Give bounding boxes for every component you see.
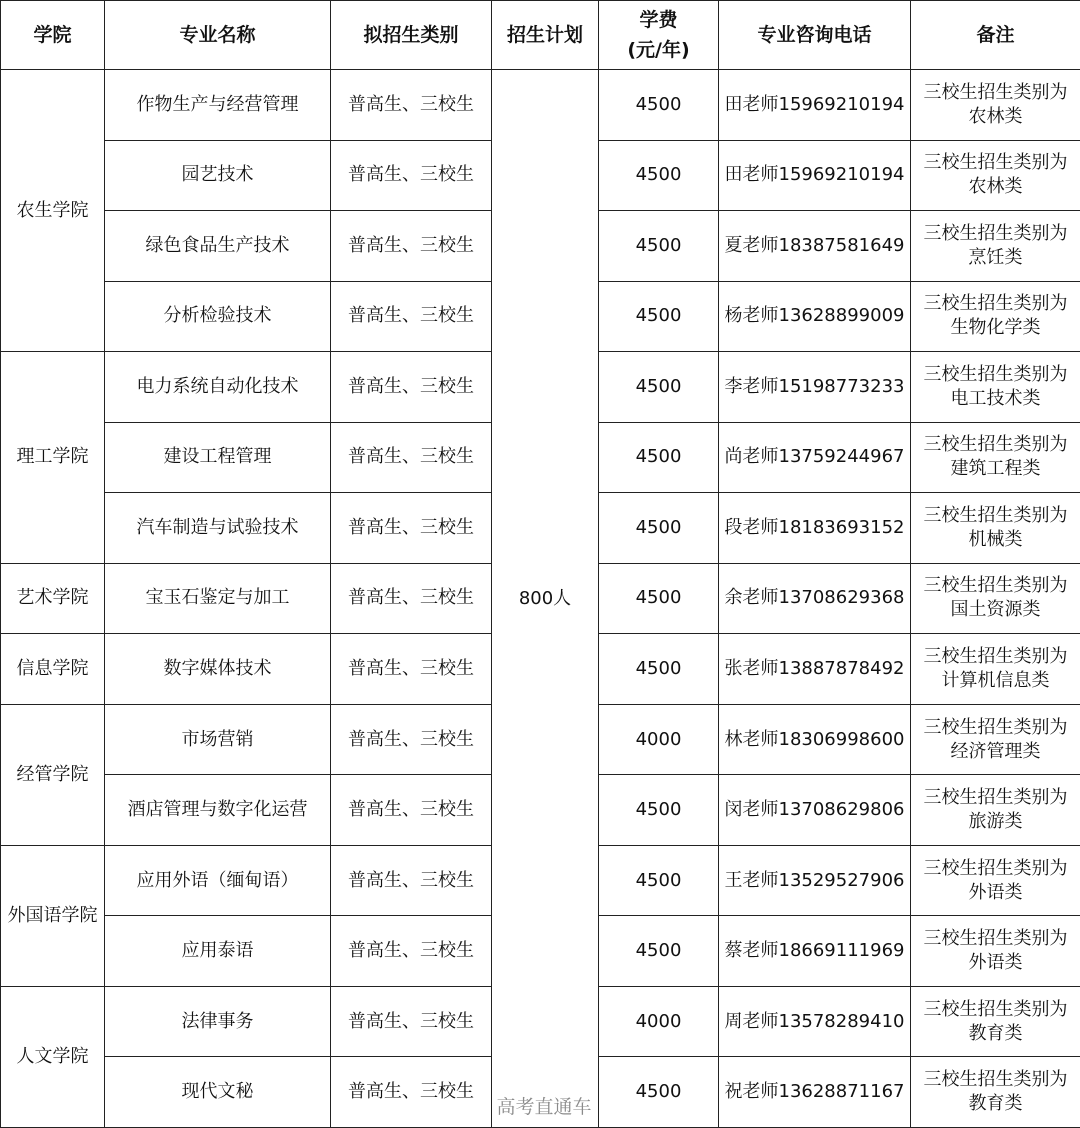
- header-note: 备注: [911, 1, 1080, 70]
- note-line-1: 三校生招生类别为: [923, 293, 1068, 315]
- header-major: 专业名称: [105, 1, 331, 70]
- major-name: 园艺技术: [105, 140, 331, 211]
- tuition-fee: 4500: [599, 493, 719, 564]
- tuition-fee: 4500: [599, 775, 719, 846]
- enroll-category: 普高生、三校生: [331, 986, 492, 1057]
- consult-phone: 李老师15198773233: [719, 352, 911, 423]
- note-line-1: 三校生招生类别为: [923, 998, 1068, 1020]
- header-college: 学院: [1, 1, 105, 70]
- note-line-1: 三校生招生类别为: [923, 716, 1068, 738]
- enroll-category: 普高生、三校生: [331, 775, 492, 846]
- note-line-2: 电工技术类: [950, 387, 1041, 409]
- table-row: [1, 70, 1080, 141]
- enroll-category: 普高生、三校生: [331, 704, 492, 775]
- note: [911, 634, 1080, 705]
- major-name: 分析检验技术: [105, 281, 331, 352]
- enroll-category: 普高生、三校生: [331, 70, 492, 141]
- consult-phone: 余老师13708629368: [719, 563, 911, 634]
- consult-phone: 杨老师13628899009: [719, 281, 911, 352]
- note: [911, 211, 1080, 282]
- major-name: 现代文秘: [105, 1057, 331, 1128]
- tuition-fee: 4500: [599, 281, 719, 352]
- watermark: 高考直通车: [496, 1096, 592, 1118]
- enrollment-plan: 800人: [492, 70, 599, 1128]
- note: [911, 845, 1080, 916]
- enroll-category: 普高生、三校生: [331, 422, 492, 493]
- major-name: 市场营销: [105, 704, 331, 775]
- major-name: 宝玉石鉴定与加工: [105, 563, 331, 634]
- note-line-1: 三校生招生类别为: [923, 646, 1068, 668]
- note-line-2: 国土资源类: [950, 599, 1041, 621]
- note-line-2: 生物化学类: [950, 317, 1041, 339]
- note-line-2: 烹饪类: [968, 246, 1023, 268]
- note-line-1: 三校生招生类别为: [923, 81, 1068, 103]
- table-body: [1, 70, 1080, 1128]
- college-name: 人文学院: [1, 986, 105, 1127]
- college-name: 农生学院: [1, 70, 105, 352]
- tuition-fee: 4500: [599, 211, 719, 282]
- tuition-fee: 4500: [599, 352, 719, 423]
- note-line-1: 三校生招生类别为: [923, 504, 1068, 526]
- note-line-2: 计算机信息类: [941, 670, 1050, 692]
- tuition-fee: 4000: [599, 986, 719, 1057]
- consult-phone: 田老师15969210194: [719, 140, 911, 211]
- college-name: 理工学院: [1, 352, 105, 564]
- tuition-fee: 4500: [599, 140, 719, 211]
- consult-phone: 闵老师13708629806: [719, 775, 911, 846]
- college-name: 经管学院: [1, 704, 105, 845]
- major-name: 电力系统自动化技术: [105, 352, 331, 423]
- major-name: 绿色食品生产技术: [105, 211, 331, 282]
- major-name: 汽车制造与试验技术: [105, 493, 331, 564]
- header-fee: 学费 (元/年): [599, 1, 719, 70]
- major-name: 应用外语（缅甸语）: [105, 845, 331, 916]
- note-line-2: 教育类: [968, 1093, 1023, 1115]
- header-plan: 招生计划: [492, 1, 599, 70]
- consult-phone: 田老师15969210194: [719, 70, 911, 141]
- tuition-fee: 4500: [599, 70, 719, 141]
- major-name: 酒店管理与数字化运营: [105, 775, 331, 846]
- note: [911, 916, 1080, 987]
- note: [911, 1057, 1080, 1128]
- tuition-fee: 4500: [599, 563, 719, 634]
- major-name: 数字媒体技术: [105, 634, 331, 705]
- note-line-2: 外语类: [968, 952, 1023, 974]
- enroll-category: 普高生、三校生: [331, 916, 492, 987]
- note-line-2: 教育类: [968, 1022, 1023, 1044]
- major-name: 应用泰语: [105, 916, 331, 987]
- note-line-2: 经济管理类: [950, 740, 1041, 762]
- consult-phone: 周老师13578289410: [719, 986, 911, 1057]
- note: [911, 140, 1080, 211]
- major-name: 作物生产与经营管理: [105, 70, 331, 141]
- note-line-2: 旅游类: [968, 811, 1023, 833]
- enroll-category: 普高生、三校生: [331, 211, 492, 282]
- note: [911, 986, 1080, 1057]
- tuition-fee: 4000: [599, 704, 719, 775]
- note-line-2: 农林类: [968, 105, 1023, 127]
- header-phone: 专业咨询电话: [719, 1, 911, 70]
- note-line-2: 农林类: [968, 176, 1023, 198]
- note: [911, 493, 1080, 564]
- major-name: 法律事务: [105, 986, 331, 1057]
- enroll-category: 普高生、三校生: [331, 140, 492, 211]
- note: [911, 281, 1080, 352]
- note-line-1: 三校生招生类别为: [923, 787, 1068, 809]
- college-name: 艺术学院: [1, 563, 105, 634]
- consult-phone: 林老师18306998600: [719, 704, 911, 775]
- note: [911, 352, 1080, 423]
- enroll-category: 普高生、三校生: [331, 352, 492, 423]
- enroll-category: 普高生、三校生: [331, 281, 492, 352]
- note-line-1: 三校生招生类别为: [923, 928, 1068, 950]
- note-line-2: 外语类: [968, 881, 1023, 903]
- enroll-category: 普高生、三校生: [331, 1057, 492, 1128]
- tuition-fee: 4500: [599, 634, 719, 705]
- note-line-2: 建筑工程类: [950, 458, 1041, 480]
- college-name: 外国语学院: [1, 845, 105, 986]
- note-line-2: 机械类: [968, 528, 1023, 550]
- note-line-1: 三校生招生类别为: [923, 575, 1068, 597]
- note-line-1: 三校生招生类别为: [923, 857, 1068, 879]
- consult-phone: 蔡老师18669111969: [719, 916, 911, 987]
- consult-phone: 祝老师13628871167: [719, 1057, 911, 1128]
- tuition-fee: 4500: [599, 422, 719, 493]
- enroll-category: 普高生、三校生: [331, 845, 492, 916]
- consult-phone: 张老师13887878492: [719, 634, 911, 705]
- note: [911, 70, 1080, 141]
- note: [911, 775, 1080, 846]
- enroll-category: 普高生、三校生: [331, 563, 492, 634]
- note: [911, 704, 1080, 775]
- enroll-category: 普高生、三校生: [331, 634, 492, 705]
- enroll-category: 普高生、三校生: [331, 493, 492, 564]
- note: [911, 422, 1080, 493]
- table-header-row: [1, 1, 1080, 70]
- header-category: 拟招生类别: [331, 1, 492, 70]
- note-line-1: 三校生招生类别为: [923, 363, 1068, 385]
- note-line-1: 三校生招生类别为: [923, 434, 1068, 456]
- note: [911, 563, 1080, 634]
- note-line-1: 三校生招生类别为: [923, 1069, 1068, 1091]
- consult-phone: 段老师18183693152: [719, 493, 911, 564]
- consult-phone: 尚老师13759244967: [719, 422, 911, 493]
- tuition-fee: 4500: [599, 916, 719, 987]
- consult-phone: 夏老师18387581649: [719, 211, 911, 282]
- note-line-1: 三校生招生类别为: [923, 152, 1068, 174]
- tuition-fee: 4500: [599, 845, 719, 916]
- note-line-1: 三校生招生类别为: [923, 222, 1068, 244]
- college-name: 信息学院: [1, 634, 105, 705]
- tuition-fee: 4500: [599, 1057, 719, 1128]
- consult-phone: 王老师13529527906: [719, 845, 911, 916]
- major-name: 建设工程管理: [105, 422, 331, 493]
